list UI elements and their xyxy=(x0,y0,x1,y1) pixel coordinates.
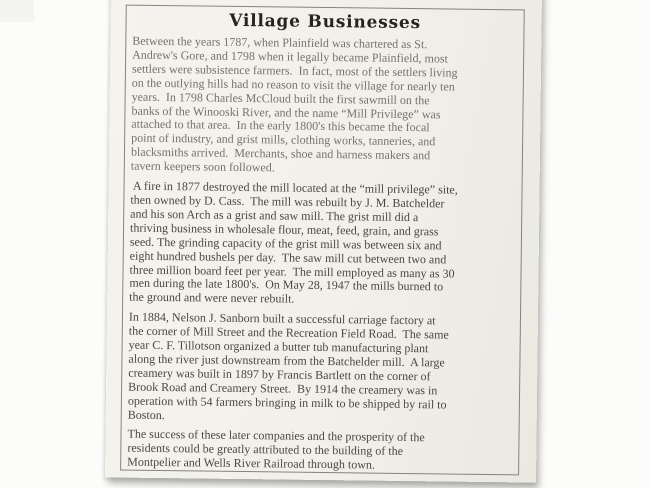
page-title: Village Businesses xyxy=(229,10,422,34)
paper-page xyxy=(105,0,542,483)
printed-border-box xyxy=(120,5,525,476)
scanner-bed-shading xyxy=(0,0,34,22)
paragraph-later-industries: In 1884, Nelson J. Sanborn built a successful carriage factory at the corner of Mill Street and the Recreation Field Road. The same year C. F. Tillotson organized a butter tub manufacturing plant along the river just downstream from the Batchelder mill. A large creamery was built in 1897 by Francis Bartlett on the corner of Brook Road and Creamery Street. By 1914 the creamery was in operation with 54 farmers bringing in milk to be shipped by rail to Boston. xyxy=(127,309,449,422)
paragraph-mill-fire: A fire in 1877 destroyed the mill located at the “mill privilege” site, then owned by D. Cass. The mill was rebuilt by J. M. Batchelder and his son Arch as a grist and saw mill. The grist mill did a thriving business in wholesale flour, meat, feed, grain, and grass seed. The grinding capacity of the grist mill was between six and eight hundred bushels per day. The saw mill cut between two and three million board feet per year. The mill employed as many as 30 men during the late 1800's. On May 28, 1947 the mills burned to the ground and were never rebuilt. xyxy=(129,178,458,306)
paragraph-railroad-conclusion: The success of these later companies and the prosperity of the residents could be greatly attributed to the building of the Montpelier and Wells River Railroad through town. xyxy=(127,427,425,472)
paragraph-settlement-history: Between the years 1787, when Plainfield was chartered as St. Andrew's Gore, and 1798 when it legally became Plainfield, most settlers were subsistence farmers. In fact, most of the settlers living on the outlying hills had no reason to visit the village for nearly ten years. In 1798 Charles McCloud built the first sawmill on the banks of the Winooski River, and the name “Mill Privilege” was attached to that area. In the early 1800's this became the focal point of industry, and grist mills, clothing works, tanneries, and blacksmiths arrived. Merchants, shoe and harness makers and tavern keepers soon followed. xyxy=(130,33,458,175)
